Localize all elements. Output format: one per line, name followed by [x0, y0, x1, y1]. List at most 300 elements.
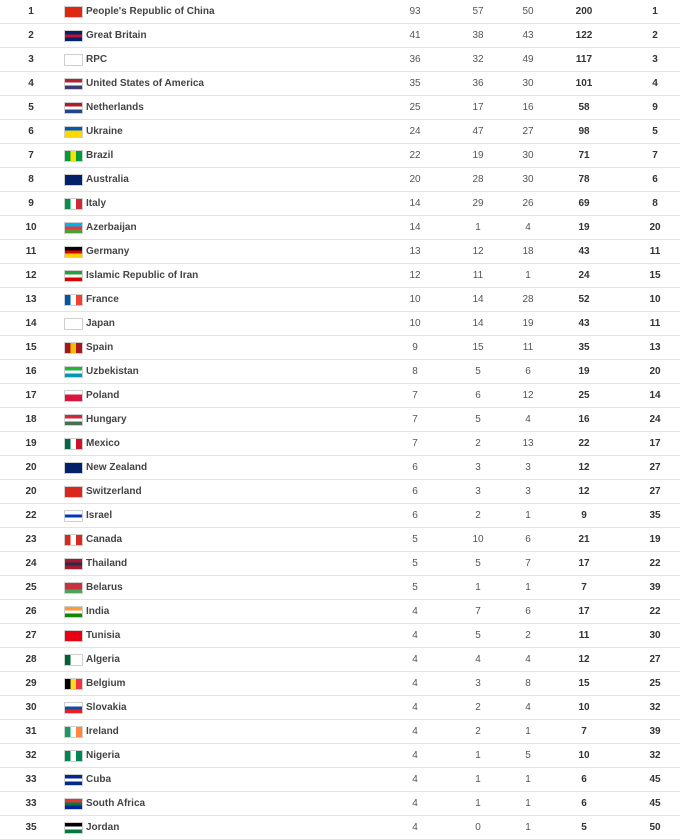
country-name[interactable]: Poland	[86, 390, 120, 401]
table-row[interactable]	[0, 576, 680, 600]
silver-count: 29	[472, 198, 484, 209]
rank-by-total-cell: 1	[652, 6, 658, 17]
silver-count: 2	[475, 438, 481, 449]
silver-count: 15	[472, 342, 484, 353]
rank-by-total-cell: 20	[649, 222, 661, 233]
country-name[interactable]: Cuba	[86, 774, 111, 785]
bronze-count: 1	[525, 726, 531, 737]
silver-count: 57	[472, 6, 484, 17]
gold-count: 4	[412, 702, 418, 713]
rank-by-total-cell: 39	[649, 726, 661, 737]
silver-count: 1	[475, 774, 481, 785]
rank-by-total-cell: 45	[649, 798, 661, 809]
table-row[interactable]	[0, 120, 680, 144]
south-africa-flag-icon	[64, 798, 83, 810]
total-count: 5	[581, 822, 587, 833]
rank-by-total-cell: 11	[649, 318, 661, 329]
rank-cell: 27	[25, 630, 37, 641]
silver-count: 1	[475, 222, 481, 233]
silver-count: 32	[472, 54, 484, 65]
rank-by-total-cell: 8	[652, 198, 658, 209]
silver-count: 5	[475, 414, 481, 425]
belarus-flag-icon	[64, 582, 83, 594]
table-row[interactable]	[0, 720, 680, 744]
table-row[interactable]	[0, 552, 680, 576]
table-row[interactable]	[0, 240, 680, 264]
gold-count: 12	[409, 270, 421, 281]
rank-cell: 23	[25, 534, 37, 545]
silver-count: 38	[472, 30, 484, 41]
rank-by-total-cell: 27	[649, 654, 661, 665]
rank-by-total-cell: 20	[649, 366, 661, 377]
silver-count: 10	[472, 534, 484, 545]
great-britain-flag-icon	[64, 30, 83, 42]
silver-count: 2	[475, 510, 481, 521]
bronze-count: 6	[525, 534, 531, 545]
rank-by-total-cell: 15	[649, 270, 661, 281]
total-count: 7	[581, 726, 587, 737]
gold-count: 4	[412, 606, 418, 617]
uzbekistan-flag-icon	[64, 366, 83, 378]
thailand-flag-icon	[64, 558, 83, 570]
table-row[interactable]	[0, 216, 680, 240]
rank-by-total-cell: 35	[649, 510, 661, 521]
rank-by-total-cell: 22	[649, 558, 661, 569]
gold-count: 10	[409, 318, 421, 329]
gold-count: 22	[409, 150, 421, 161]
silver-count: 19	[472, 150, 484, 161]
silver-count: 7	[475, 606, 481, 617]
gold-count: 5	[412, 582, 418, 593]
bronze-count: 3	[525, 486, 531, 497]
rank-cell: 20	[25, 462, 37, 473]
nigeria-flag-icon	[64, 750, 83, 762]
gold-count: 4	[412, 822, 418, 833]
gold-count: 9	[412, 342, 418, 353]
table-row[interactable]	[0, 408, 680, 432]
iran-flag-icon	[64, 270, 83, 282]
bronze-count: 4	[525, 654, 531, 665]
country-name[interactable]: Germany	[86, 246, 130, 257]
silver-count: 14	[472, 318, 484, 329]
total-count: 17	[578, 558, 590, 569]
gold-count: 5	[412, 558, 418, 569]
bronze-count: 5	[525, 750, 531, 761]
rank-cell: 33	[25, 774, 37, 785]
country-name[interactable]: Uzbekistan	[86, 366, 139, 377]
country-name[interactable]: Slovakia	[86, 702, 127, 713]
country-name[interactable]: United States of America	[86, 78, 204, 89]
country-name[interactable]: RPC	[86, 54, 108, 65]
table-row[interactable]	[0, 312, 680, 336]
table-row[interactable]	[0, 0, 680, 24]
rank-by-total-cell: 39	[649, 582, 661, 593]
rank-cell: 18	[25, 414, 37, 425]
total-count: 35	[578, 342, 590, 353]
country-name[interactable]: Great Britain	[86, 30, 147, 41]
table-row[interactable]	[0, 72, 680, 96]
silver-count: 12	[472, 246, 484, 257]
gold-count: 10	[409, 294, 421, 305]
gold-count: 4	[412, 750, 418, 761]
total-count: 24	[578, 270, 590, 281]
rank-by-total-cell: 30	[649, 630, 661, 641]
total-count: 12	[578, 654, 590, 665]
country-name[interactable]: Brazil	[86, 150, 114, 161]
rank-by-total-cell: 27	[649, 462, 661, 473]
bronze-count: 28	[522, 294, 534, 305]
silver-count: 3	[475, 678, 481, 689]
rank-by-total-cell: 5	[652, 126, 658, 137]
table-row[interactable]	[0, 672, 680, 696]
japan-flag-icon	[64, 318, 83, 330]
country-name[interactable]: France	[86, 294, 119, 305]
gold-count: 24	[409, 126, 421, 137]
gold-count: 14	[409, 198, 421, 209]
table-row[interactable]	[0, 168, 680, 192]
country-name[interactable]: Algeria	[86, 654, 120, 665]
gold-count: 36	[409, 54, 421, 65]
table-row[interactable]	[0, 648, 680, 672]
silver-count: 4	[475, 654, 481, 665]
rank-cell: 19	[25, 438, 37, 449]
rank-by-total-cell: 32	[649, 750, 661, 761]
table-row[interactable]	[0, 600, 680, 624]
table-row[interactable]	[0, 456, 680, 480]
bronze-count: 30	[522, 150, 534, 161]
rank-by-total-cell: 45	[649, 774, 661, 785]
table-row[interactable]	[0, 792, 680, 816]
rank-cell: 10	[25, 222, 37, 233]
total-count: 7	[581, 582, 587, 593]
rpc-flag-icon	[64, 54, 83, 66]
rank-cell: 33	[25, 798, 37, 809]
country-name[interactable]: Canada	[86, 534, 123, 545]
rank-by-total-cell: 14	[649, 390, 661, 401]
gold-count: 41	[409, 30, 421, 41]
rank-by-total-cell: 17	[649, 438, 661, 449]
country-name[interactable]: Azerbaijan	[86, 222, 137, 233]
gold-count: 7	[412, 414, 418, 425]
country-name[interactable]: Italy	[86, 198, 107, 209]
bronze-count: 16	[522, 102, 534, 113]
total-count: 117	[575, 54, 593, 65]
table-row[interactable]	[0, 24, 680, 48]
table-row[interactable]	[0, 144, 680, 168]
bronze-count: 1	[525, 582, 531, 593]
gold-count: 6	[412, 462, 418, 473]
country-name[interactable]: Thailand	[86, 558, 128, 569]
country-name[interactable]: Mexico	[86, 438, 120, 449]
silver-count: 2	[475, 726, 481, 737]
silver-count: 5	[475, 630, 481, 641]
rank-by-total-cell: 13	[649, 342, 661, 353]
israel-flag-icon	[64, 510, 83, 522]
rank-cell: 11	[25, 246, 37, 257]
rank-by-total-cell: 2	[652, 30, 658, 41]
bronze-count: 6	[525, 606, 531, 617]
rank-cell: 24	[25, 558, 37, 569]
table-row[interactable]	[0, 504, 680, 528]
country-name[interactable]: Spain	[86, 342, 114, 353]
country-name[interactable]: Ukraine	[86, 126, 123, 137]
table-row[interactable]	[0, 432, 680, 456]
rank-cell: 3	[28, 54, 34, 65]
table-row[interactable]	[0, 384, 680, 408]
bronze-count: 1	[525, 510, 531, 521]
total-count: 9	[581, 510, 587, 521]
table-row[interactable]	[0, 624, 680, 648]
poland-flag-icon	[64, 390, 83, 402]
silver-count: 6	[475, 390, 481, 401]
total-count: 98	[578, 126, 590, 137]
total-count: 12	[578, 462, 590, 473]
silver-count: 47	[472, 126, 484, 137]
tunisia-flag-icon	[64, 630, 83, 642]
rank-by-total-cell: 10	[649, 294, 661, 305]
rank-cell: 8	[28, 174, 34, 185]
usa-flag-icon	[64, 78, 83, 90]
rank-cell: 7	[28, 150, 34, 161]
gold-count: 6	[412, 510, 418, 521]
bronze-count: 1	[525, 798, 531, 809]
bronze-count: 13	[522, 438, 534, 449]
ireland-flag-icon	[64, 726, 83, 738]
country-name[interactable]: Ireland	[86, 726, 119, 737]
bronze-count: 30	[522, 78, 534, 89]
bronze-count: 30	[522, 174, 534, 185]
bronze-count: 50	[522, 6, 534, 17]
rank-cell: 4	[28, 78, 34, 89]
table-row[interactable]	[0, 264, 680, 288]
total-count: 16	[578, 414, 590, 425]
country-name[interactable]: People's Republic of China	[86, 6, 215, 17]
azerbaijan-flag-icon	[64, 222, 83, 234]
mexico-flag-icon	[64, 438, 83, 450]
gold-count: 7	[412, 438, 418, 449]
silver-count: 2	[475, 702, 481, 713]
rank-by-total-cell: 25	[649, 678, 661, 689]
rank-cell: 31	[25, 726, 37, 737]
gold-count: 93	[409, 6, 421, 17]
table-row[interactable]	[0, 192, 680, 216]
country-name[interactable]: Hungary	[86, 414, 127, 425]
gold-count: 7	[412, 390, 418, 401]
rank-by-total-cell: 6	[652, 174, 658, 185]
silver-count: 1	[475, 750, 481, 761]
bronze-count: 4	[525, 702, 531, 713]
silver-count: 14	[472, 294, 484, 305]
rank-cell: 1	[28, 6, 34, 17]
total-count: 122	[575, 30, 593, 41]
rank-cell: 13	[25, 294, 37, 305]
netherlands-flag-icon	[64, 102, 83, 114]
country-name[interactable]: Japan	[86, 318, 115, 329]
total-count: 10	[578, 702, 590, 713]
total-count: 11	[578, 630, 590, 641]
rank-cell: 17	[25, 390, 37, 401]
rank-cell: 35	[25, 822, 37, 833]
rank-cell: 25	[25, 582, 37, 593]
rank-by-total-cell: 27	[649, 486, 661, 497]
total-count: 69	[578, 198, 590, 209]
algeria-flag-icon	[64, 654, 83, 666]
rank-by-total-cell: 4	[652, 78, 658, 89]
gold-count: 6	[412, 486, 418, 497]
rank-cell: 20	[25, 486, 37, 497]
bronze-count: 11	[522, 342, 534, 353]
ukraine-flag-icon	[64, 126, 83, 138]
country-name[interactable]: Israel	[86, 510, 113, 521]
table-row[interactable]	[0, 528, 680, 552]
france-flag-icon	[64, 294, 83, 306]
country-name[interactable]: Tunisia	[86, 630, 121, 641]
table-row[interactable]	[0, 480, 680, 504]
slovakia-flag-icon	[64, 702, 83, 714]
gold-count: 8	[412, 366, 418, 377]
bronze-count: 12	[522, 390, 534, 401]
total-count: 19	[578, 366, 590, 377]
spain-flag-icon	[64, 342, 83, 354]
country-name[interactable]: India	[86, 606, 110, 617]
country-name[interactable]: Australia	[86, 174, 129, 185]
bronze-count: 1	[525, 270, 531, 281]
italy-flag-icon	[64, 198, 83, 210]
silver-count: 3	[475, 462, 481, 473]
rank-by-total-cell: 11	[649, 246, 661, 257]
gold-count: 4	[412, 654, 418, 665]
total-count: 52	[578, 294, 590, 305]
rank-by-total-cell: 22	[649, 606, 661, 617]
total-count: 58	[578, 102, 590, 113]
gold-count: 4	[412, 726, 418, 737]
bronze-count: 27	[522, 126, 534, 137]
india-flag-icon	[64, 606, 83, 618]
gold-count: 4	[412, 678, 418, 689]
total-count: 15	[578, 678, 590, 689]
silver-count: 0	[475, 822, 481, 833]
total-count: 78	[578, 174, 590, 185]
australia-flag-icon	[64, 174, 83, 186]
table-row[interactable]	[0, 816, 680, 840]
rank-cell: 28	[25, 654, 37, 665]
hungary-flag-icon	[64, 414, 83, 426]
rank-cell: 16	[25, 366, 37, 377]
table-row[interactable]	[0, 96, 680, 120]
rank-by-total-cell: 24	[649, 414, 661, 425]
country-name[interactable]: Belarus	[86, 582, 123, 593]
country-name[interactable]: Islamic Republic of Iran	[86, 270, 199, 281]
rank-cell: 6	[28, 126, 34, 137]
country-name[interactable]: Netherlands	[86, 102, 144, 113]
total-count: 21	[578, 534, 590, 545]
table-row[interactable]	[0, 336, 680, 360]
total-count: 17	[578, 606, 590, 617]
gold-count: 13	[409, 246, 421, 257]
table-row[interactable]	[0, 288, 680, 312]
rank-cell: 22	[25, 510, 37, 521]
gold-count: 35	[409, 78, 421, 89]
rank-cell: 32	[25, 750, 37, 761]
table-row[interactable]	[0, 696, 680, 720]
rank-cell: 9	[28, 198, 34, 209]
gold-count: 14	[409, 222, 421, 233]
bronze-count: 8	[525, 678, 531, 689]
silver-count: 11	[472, 270, 484, 281]
bronze-count: 2	[525, 630, 531, 641]
bronze-count: 7	[525, 558, 531, 569]
bronze-count: 19	[522, 318, 534, 329]
silver-count: 28	[472, 174, 484, 185]
canada-flag-icon	[64, 534, 83, 546]
gold-count: 4	[412, 774, 418, 785]
gold-count: 4	[412, 630, 418, 641]
rank-cell: 2	[28, 30, 34, 41]
germany-flag-icon	[64, 246, 83, 258]
total-count: 25	[578, 390, 590, 401]
table-row[interactable]	[0, 48, 680, 72]
gold-count: 4	[412, 798, 418, 809]
rank-by-total-cell: 3	[652, 54, 658, 65]
silver-count: 36	[472, 78, 484, 89]
silver-count: 5	[475, 558, 481, 569]
total-count: 101	[575, 78, 593, 89]
bronze-count: 3	[525, 462, 531, 473]
bronze-count: 6	[525, 366, 531, 377]
rank-cell: 29	[25, 678, 37, 689]
table-row[interactable]	[0, 768, 680, 792]
country-name[interactable]: Switzerland	[86, 486, 142, 497]
rank-cell: 5	[28, 102, 34, 113]
bronze-count: 1	[525, 774, 531, 785]
table-row[interactable]	[0, 744, 680, 768]
total-count: 12	[578, 486, 590, 497]
silver-count: 5	[475, 366, 481, 377]
country-name[interactable]: Belgium	[86, 678, 126, 689]
gold-count: 25	[409, 102, 421, 113]
total-count: 43	[578, 246, 590, 257]
gold-count: 20	[409, 174, 421, 185]
total-count: 10	[578, 750, 590, 761]
country-name[interactable]: South Africa	[86, 798, 146, 809]
country-name[interactable]: Jordan	[86, 822, 120, 833]
cuba-flag-icon	[64, 774, 83, 786]
rank-by-total-cell: 9	[652, 102, 658, 113]
belgium-flag-icon	[64, 678, 83, 690]
country-name[interactable]: New Zealand	[86, 462, 148, 473]
new-zealand-flag-icon	[64, 462, 83, 474]
silver-count: 3	[475, 486, 481, 497]
bronze-count: 4	[525, 222, 531, 233]
total-count: 200	[575, 6, 593, 17]
bronze-count: 26	[522, 198, 534, 209]
total-count: 19	[578, 222, 590, 233]
total-count: 22	[578, 438, 590, 449]
silver-count: 17	[472, 102, 484, 113]
jordan-flag-icon	[64, 822, 83, 834]
bronze-count: 4	[525, 414, 531, 425]
rank-cell: 30	[25, 702, 37, 713]
table-row[interactable]	[0, 360, 680, 384]
rank-cell: 12	[25, 270, 37, 281]
bronze-count: 43	[522, 30, 534, 41]
total-count: 43	[578, 318, 590, 329]
rank-cell: 26	[25, 606, 37, 617]
rank-cell: 15	[25, 342, 37, 353]
rank-cell: 14	[25, 318, 37, 329]
china-flag-icon	[64, 6, 83, 18]
country-name[interactable]: Nigeria	[86, 750, 120, 761]
